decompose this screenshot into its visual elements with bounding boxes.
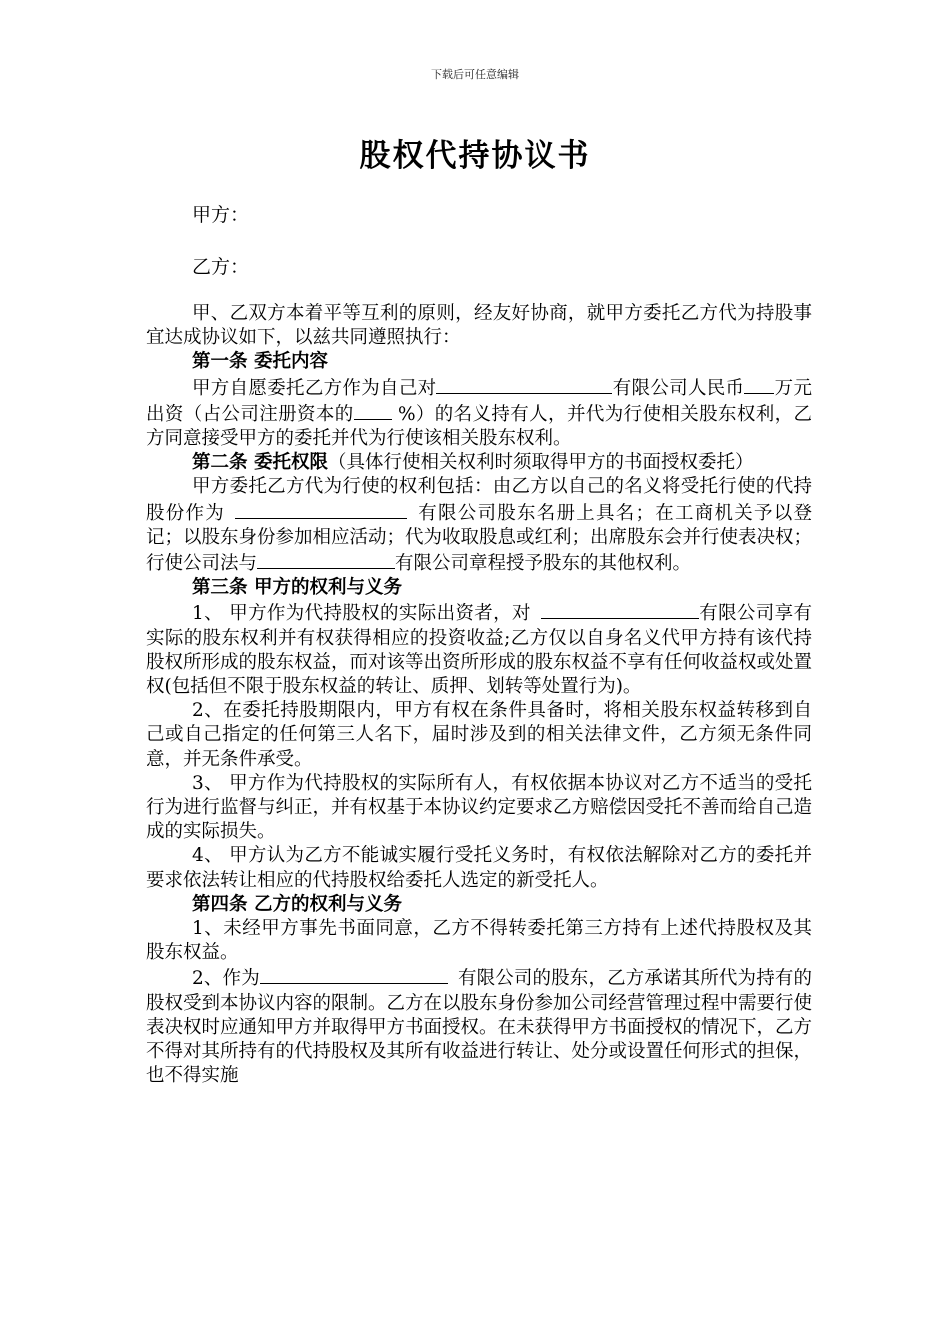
blank-line — [541, 600, 699, 619]
blank-line — [436, 375, 612, 394]
agreement-body — [146, 302, 812, 1089]
article-4-item-2: 2、作为 有限公司的股东，乙方承诺其所代为持有的股权受到本协议内容的限制。乙方在以股东身份参加公司经营管理过程中需要行使表决权时应通知甲方并取得甲方书面授权。在未获得甲方书面授权的情况下，乙方不得对其所持有的代持股权及其所有收益进行转让、处分或设置任何形式的担保，也不得实施 — [146, 965, 812, 1088]
party-b-label: 乙方： — [192, 256, 250, 278]
article-3-heading: 第三条 甲方的权利与义务 — [192, 577, 402, 599]
article-3-item-1: 1、 甲方作为代持股权的实际出资者，对 有限公司享有实际的股东权利并有权获得相应的投资收益;乙方仅以自身名义代甲方持有该代持股权所形成的股东权益，而对该等出资所形成的股东权益不享有任何收益权或处置权(包括但不限于股东权益的转让、质押、划转等处置行为)。 — [146, 600, 812, 699]
blank-line — [354, 401, 392, 420]
article-4-item-1: 1、未经甲方事先书面同意，乙方不得转委托第三方持有上述代持股权及其股东权益。 — [146, 918, 812, 964]
article-2-heading: 第二条 委托权限（具体行使相关权利时须取得甲方的书面授权委托） — [192, 452, 754, 474]
article-1-heading: 第一条 委托内容 — [192, 351, 328, 373]
article-3-item-4: 4、 甲方认为乙方不能诚实履行受托义务时，有权依法解除对乙方的委托并要求依法转让相应的代持股权给委托人选定的新受托人。 — [146, 845, 812, 891]
blank-line — [257, 550, 395, 569]
article-1-paragraph: 甲方自愿委托乙方作为自己对 有限公司人民币 万元出资（占公司注册资本的 %）的名义持有人，并代为行使相关股东权利，乙方同意接受甲方的委托并代为行使该相关股东权利。 — [146, 375, 812, 452]
article-2-paragraph: 甲方委托乙方代为行使的权利包括：由乙方以自己的名义将受托行使的代持股份作为 有限公司股东名册上具名；在工商机关予以登记；以股东身份参加相应活动；代为收取股息或红利；出席股东会并行使表决权；行使公司法与 有限公司章程授予股东的其他权利。 — [146, 476, 813, 575]
blank-line — [744, 375, 774, 394]
blank-line — [260, 965, 448, 984]
blank-line — [235, 500, 407, 519]
document-title: 股权代持协议书 — [359, 138, 591, 174]
article-4-heading: 第四条 乙方的权利与义务 — [192, 893, 402, 915]
party-a-label: 甲方： — [192, 204, 250, 226]
intro-paragraph: 甲、乙双方本着平等互利的原则，经友好协商，就甲方委托乙方代为持股事宜达成协议如下，以兹共同遵照执行： — [146, 303, 812, 349]
article-3-item-3: 3、 甲方作为代持股权的实际所有人，有权依据本协议对乙方不适当的受托行为进行监督与纠正，并有权基于本协议约定要求乙方赔偿因受托不善而给自己造成的实际损失。 — [146, 772, 813, 843]
article-2-note: （具体行使相关权利时须取得甲方的书面授权委托） — [327, 452, 754, 474]
header-note: 下载后可任意编辑 — [431, 68, 519, 81]
article-3-item-2: 2、在委托持股期限内，甲方有权在条件具备时，将相关股东权益转移到自己或自己指定的任何第三人名下，届时涉及到的相关法律文件，乙方须无条件同意，并无条件承受。 — [146, 700, 812, 770]
